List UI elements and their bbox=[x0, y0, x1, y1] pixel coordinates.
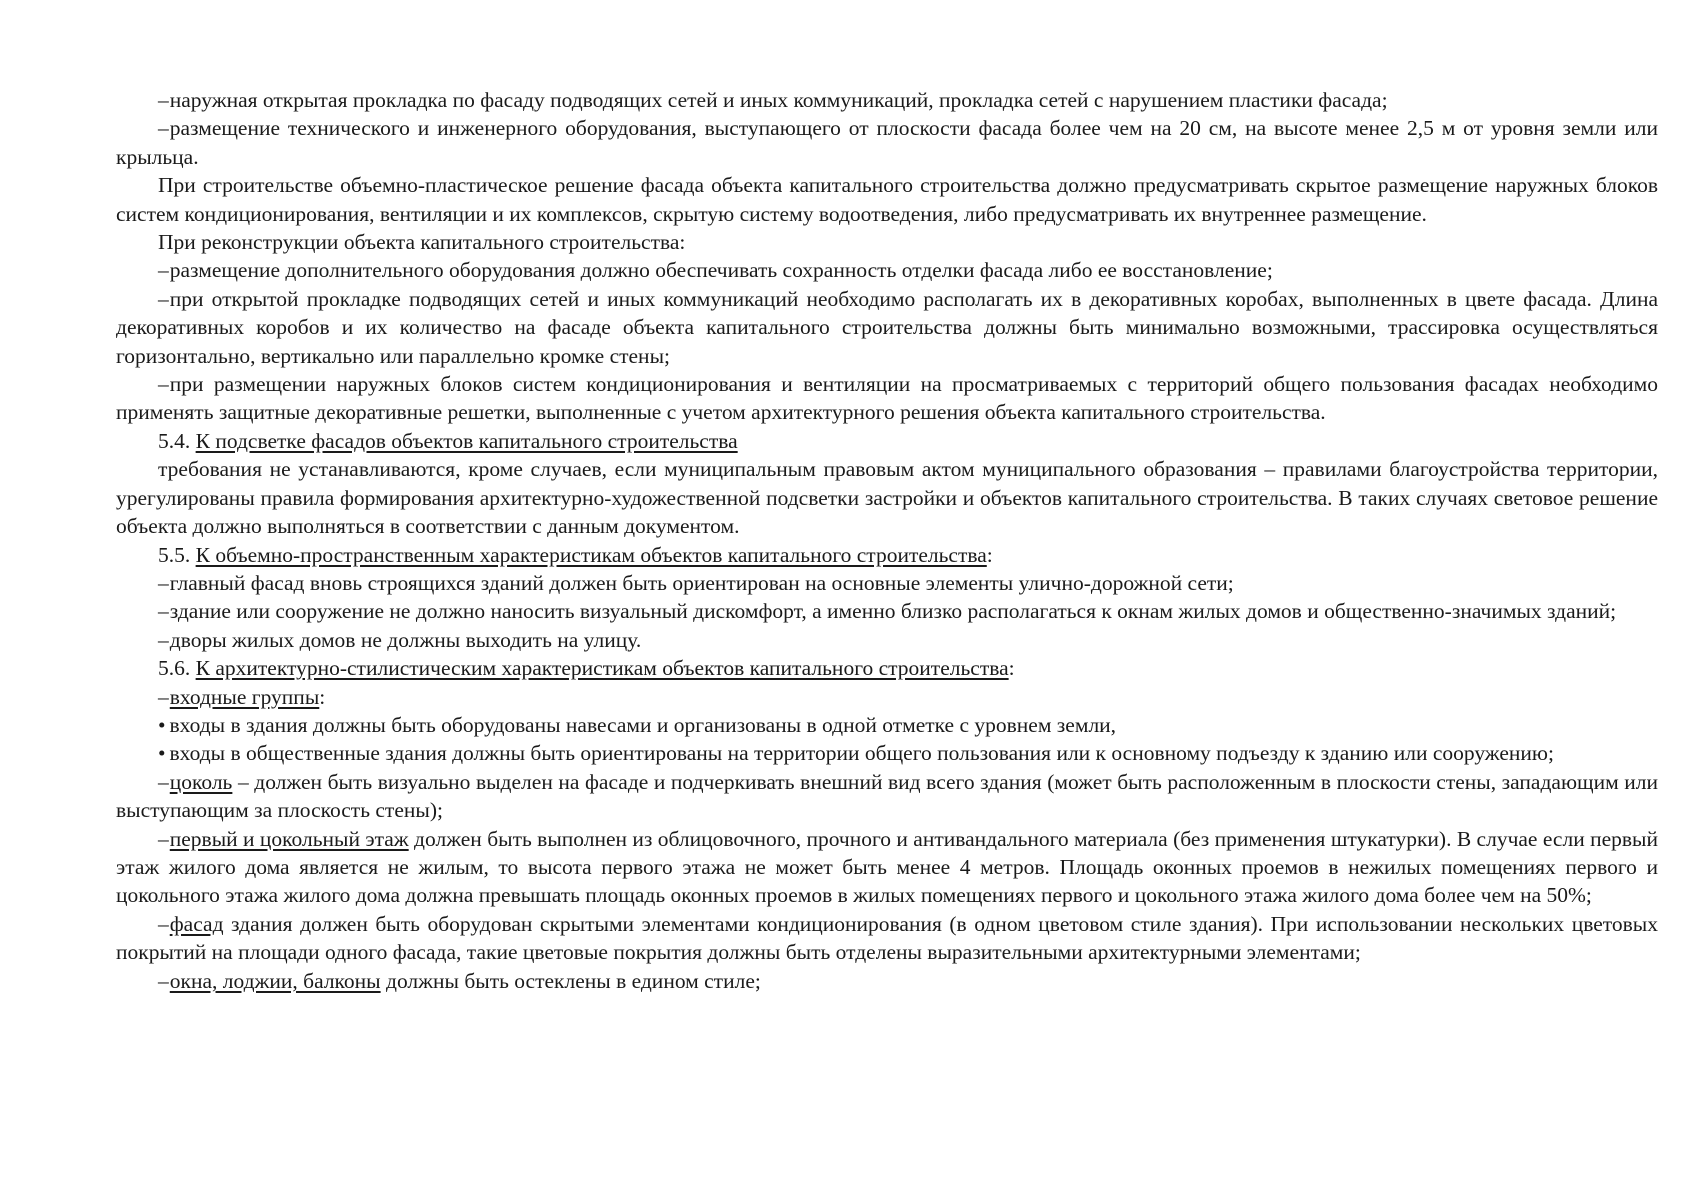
document-body bbox=[116, 86, 1658, 995]
section-number: 5.5. bbox=[158, 542, 196, 567]
list-item-dash-term bbox=[116, 768, 1658, 825]
paragraph bbox=[116, 171, 1658, 228]
paragraph-text: при открытой прокладке подводящих сетей и иных коммуникаций необходимо располагать их в декоративных коробах, выполненных в цвете фасада. Длина декоративных коробов и их количество на фасаде объекта капитального строительства должны быть минимально возможными, трассировка осуществляться горизонтально, вертикально или параллельно кромке стены; bbox=[116, 286, 1658, 368]
paragraph-text: размещение дополнительного оборудования должно обеспечивать сохранность отделки фасада либо ее восстановление; bbox=[169, 258, 1273, 283]
section-heading-5-6 bbox=[116, 654, 1658, 682]
paragraph-text: здание или сооружение не должно наносить визуальный дискомфорт, а именно близко располагаться к окнам жилых домов и общественно-значимых зданий; bbox=[169, 599, 1617, 624]
list-item-dash-term bbox=[116, 910, 1658, 967]
paragraph-text: При реконструкции объекта капитального строительства: bbox=[158, 230, 686, 255]
section-number: 5.4. bbox=[158, 428, 196, 453]
section-title: К объемно-пространственным характеристикам объектов капитального строительства bbox=[195, 542, 987, 567]
dash-marker: – bbox=[158, 769, 169, 794]
section-title: К архитектурно-стилистическим характеристикам объектов капитального строительства bbox=[195, 656, 1009, 681]
paragraph-text: должен быть выполнен из облицовочного, прочного и антивандального материала (без применения штукатурки). В случае если первый этаж жилого дома является не жилым, то высота первого этажа не может быть менее 4 метров. Площадь оконных проемов в нежилых помещениях первого и цокольного этажа жилого дома должна превышать площадь оконных проемов в жилых помещениях первого и цокольного этажа жилого дома более чем на 50%; bbox=[116, 826, 1659, 908]
underlined-term: входные группы bbox=[169, 684, 320, 709]
paragraph bbox=[116, 228, 1658, 256]
paragraph-text: – должен быть визуально выделен на фасаде и подчеркивать внешний вид всего здания (может быть расположенным в плоскости стены, западающим или выступающим за плоскость стены); bbox=[116, 769, 1658, 823]
list-item-dash bbox=[116, 285, 1658, 370]
paragraph-text: должны быть остеклены в едином стиле; bbox=[380, 968, 761, 993]
paragraph-text: входы в общественные здания должны быть ориентированы на территории общего пользования или к основному подъезду к зданию или сооружению; bbox=[169, 741, 1554, 766]
list-item-dash bbox=[116, 114, 1658, 171]
underlined-term: окна, лоджии, балконы bbox=[169, 968, 381, 993]
dash-marker: – bbox=[158, 570, 169, 595]
paragraph-text: здания должен быть оборудован скрытыми элементами кондиционирования (в одном цветовом стиле здания). При использовании нескольких цветовых покрытий на площади одного фасада, такие цветовые покрытия должны быть отделены выразительными архитектурными элементами; bbox=[116, 911, 1658, 965]
paragraph-text: главный фасад вновь строящихся зданий должен быть ориентирован на основные элементы улично-дорожной сети; bbox=[169, 570, 1234, 595]
dash-marker: – bbox=[158, 627, 169, 652]
dash-marker: – bbox=[158, 88, 169, 112]
dash-marker: – bbox=[158, 599, 169, 624]
section-title-suffix: : bbox=[986, 542, 993, 567]
list-item-dash bbox=[116, 86, 1658, 114]
list-item-dash-term bbox=[116, 825, 1658, 910]
list-item-bullet bbox=[116, 711, 1658, 739]
paragraph-text: дворы жилых домов не должны выходить на улицу. bbox=[169, 627, 642, 652]
dash-marker: – bbox=[158, 826, 169, 851]
list-item-dash-term bbox=[116, 967, 1658, 995]
section-heading-5-4 bbox=[116, 427, 1658, 455]
section-title-suffix: : bbox=[1008, 656, 1015, 681]
dash-marker: – bbox=[158, 684, 169, 709]
paragraph-text: При строительстве объемно-пластическое решение фасада объекта капитального строительства должно предусматривать скрытое размещение наружных блоков систем кондиционирования, вентиляции и их комплексов, скрытую систему водоотведения, либо предусматривать их внутреннее размещение. bbox=[116, 173, 1658, 226]
section-heading-5-5 bbox=[116, 541, 1658, 569]
bullet-marker: • bbox=[158, 741, 166, 766]
paragraph-text: входы в здания должны быть оборудованы навесами и организованы в одной отметке с уровнем земли, bbox=[169, 712, 1117, 737]
section-number: 5.6. bbox=[158, 656, 196, 681]
paragraph bbox=[116, 455, 1658, 540]
dash-marker: – bbox=[158, 116, 169, 141]
list-item-dash-term bbox=[116, 683, 1658, 711]
underlined-term: цоколь bbox=[169, 769, 233, 794]
list-item-dash bbox=[116, 256, 1658, 284]
paragraph-text: : bbox=[319, 684, 326, 709]
underlined-term: фасад bbox=[169, 911, 224, 936]
list-item-dash bbox=[116, 597, 1658, 625]
section-title: К подсветке фасадов объектов капитального строительства bbox=[195, 428, 738, 453]
dash-marker: – bbox=[158, 372, 169, 397]
dash-marker: – bbox=[158, 258, 169, 283]
paragraph-text: требования не устанавливаются, кроме случаев, если муниципальным правовым актом муниципального образования – правилами благоустройства территории, урегулированы правила формирования архитектурно-художественной подсветки застройки и объектов капитального строительства. В таких случаях световое решение объекта должно выполняться в соответствии с данным документом. bbox=[116, 457, 1658, 539]
underlined-term: первый и цокольный этаж bbox=[169, 826, 409, 851]
list-item-bullet bbox=[116, 739, 1658, 767]
list-item-dash bbox=[116, 626, 1658, 654]
list-item-dash bbox=[116, 569, 1658, 597]
dash-marker: – bbox=[158, 968, 169, 993]
paragraph-text: при размещении наружных блоков систем кондиционирования и вентиляции на просматриваемых с территорий общего пользования фасадах необходимо применять защитные декоративные решетки, выполненные с учетом архитектурного решения объекта капитального строительства. bbox=[116, 372, 1658, 425]
paragraph-text: наружная открытая прокладка по фасаду подводящих сетей и иных коммуникаций, прокладка сетей с нарушением пластики фасада; bbox=[169, 88, 1388, 112]
paragraph-text: размещение технического и инженерного оборудования, выступающего от плоскости фасада более чем на 20 см, на высоте менее 2,5 м от уровня земли или крыльца. bbox=[116, 116, 1658, 169]
bullet-marker: • bbox=[158, 712, 166, 737]
list-item-dash bbox=[116, 370, 1658, 427]
dash-marker: – bbox=[158, 911, 169, 936]
dash-marker: – bbox=[158, 286, 169, 311]
